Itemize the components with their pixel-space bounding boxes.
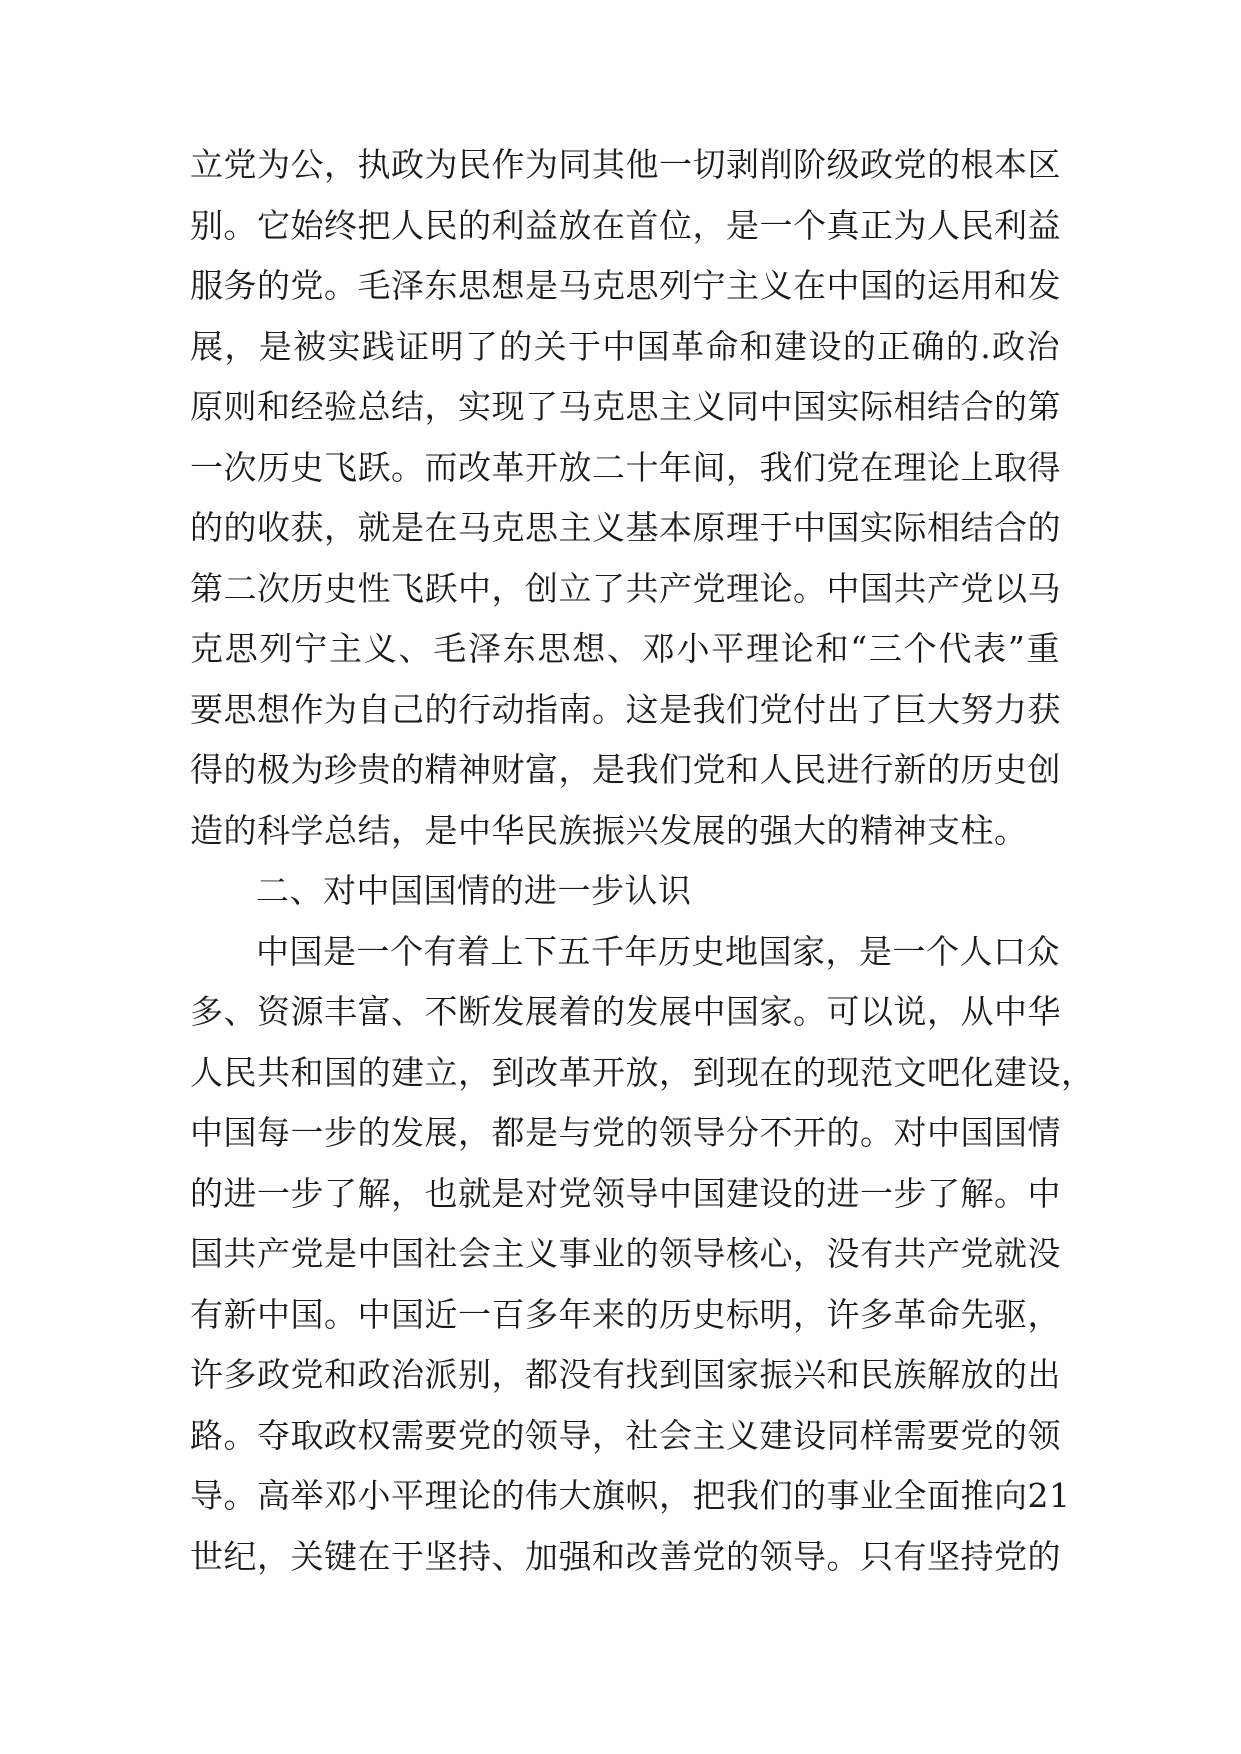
- text-line: 服务的党。毛泽东思想是马克思列宁主义在中国的运用和发: [190, 266, 1061, 305]
- text-line: 一次历史飞跃。而改革开放二十年间，我们党在理论上取得: [190, 447, 1061, 487]
- text-line: 造的科学总结，是中华民族振兴发展的强大的精神支柱。: [190, 810, 1028, 850]
- text-line: 人民共和国的建立，到改革开放，到现在的现范文吧化建设，: [190, 1052, 1095, 1092]
- text-line: 许多政党和政治派别，都没有找到国家振兴和民族解放的出: [190, 1355, 1061, 1394]
- text-line: 中国是一个有着上下五千年历史地国家，是一个人口众: [256, 931, 1060, 971]
- text-line: 克思列宁主义、毛泽东思想、邓小平理论和“三个代表”重: [190, 629, 1060, 668]
- text-line: 的的收获，就是在马克思主义基本原理于中国实际相结合的: [190, 508, 1061, 547]
- text-line: 中国每一步的发展，都是与党的领导分不开的。对中国国情: [190, 1113, 1061, 1152]
- text-line: 多、资源丰富、不断发展着的发展中国家。可以说，从中华: [190, 992, 1061, 1031]
- text-line: 要思想作为自己的行动指南。这是我们党付出了巨大努力获: [190, 689, 1061, 729]
- text-line: 别。它始终把人民的利益放在首位，是一个真正为人民利益: [190, 205, 1061, 245]
- text-line: 得的极为珍贵的精神财富，是我们党和人民进行新的历史创: [190, 750, 1061, 789]
- text-line: 的进一步了解，也就是对党领导中国建设的进一步了解。中: [190, 1173, 1061, 1213]
- text-line: 原则和经验总结，实现了马克思主义同中国实际相结合的第: [190, 387, 1061, 426]
- text-line: 立党为公，执政为民作为同其他一切剥削阶级政党的根本区: [190, 145, 1061, 184]
- section-heading: 二、对中国国情的进一步认识: [256, 871, 692, 910]
- text-line: 第二次历史性飞跃中，创立了共产党理论。中国共产党以马: [190, 568, 1061, 608]
- text-line: 有新中国。中国近一百多年来的历史标明，许多革命先驱，: [190, 1294, 1061, 1334]
- text-line: 世纪，关键在于坚持、加强和改善党的领导。只有坚持党的: [190, 1536, 1061, 1576]
- document-body: [190, 135, 1095, 1587]
- text-line: 国共产党是中国社会主义事业的领导核心，没有共产党就没: [190, 1234, 1061, 1273]
- text-line: 导。高举邓小平理论的伟大旗帜，把我们的事业全面推向21: [190, 1476, 1071, 1515]
- text-line: 路。夺取政权需要党的领导，社会主义建设同样需要党的领: [190, 1415, 1061, 1455]
- text-line: 展，是被实践证明了的关于中国革命和建设的正确的.政治: [190, 326, 1060, 366]
